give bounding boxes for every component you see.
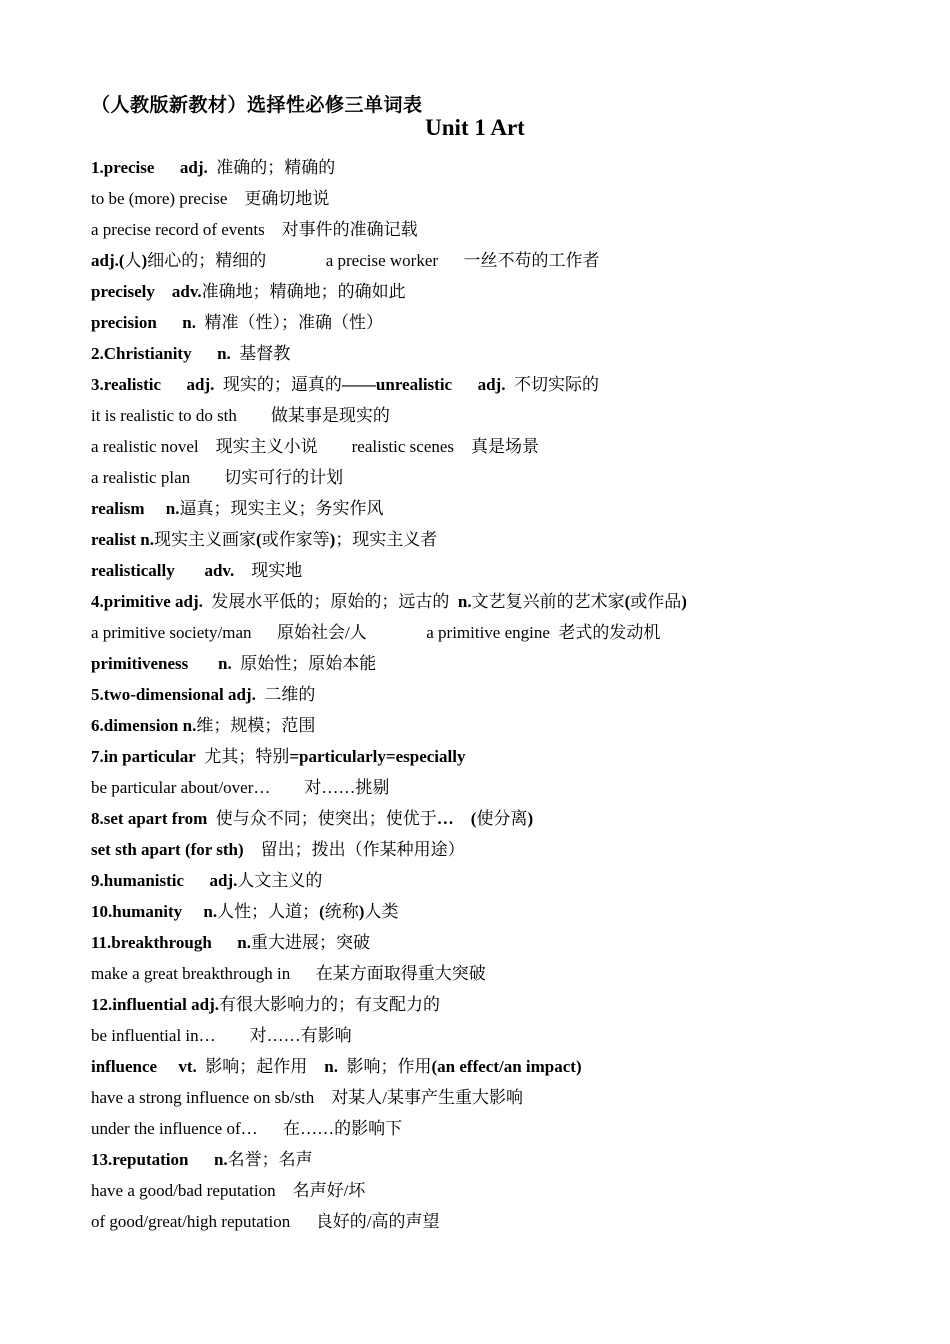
vocab-text: a realistic novel 现实主义小说 realistic scenes 真是场景 xyxy=(91,437,540,456)
vocab-term: realistically adv. xyxy=(91,561,235,580)
vocab-line xyxy=(91,651,911,682)
vocab-line xyxy=(91,558,911,589)
vocab-text: 重大进展；突破 xyxy=(250,933,370,952)
vocab-line xyxy=(91,713,911,744)
vocab-line xyxy=(91,248,911,279)
vocab-text: 现实地 xyxy=(234,561,303,580)
vocab-text: 人文主义的 xyxy=(237,871,323,890)
vocab-line xyxy=(91,1147,911,1178)
vocab-term: 3.realistic adj. xyxy=(91,375,215,394)
vocab-term: n. xyxy=(324,1057,338,1076)
vocab-term: ) xyxy=(329,530,336,549)
vocab-text: 逼真；现实主义；务实作风 xyxy=(179,499,384,518)
vocab-line xyxy=(91,1209,911,1240)
vocab-line xyxy=(91,341,911,372)
vocab-term: 11.breakthrough n. xyxy=(91,933,251,952)
vocab-term: 7.in particular xyxy=(91,747,196,766)
vocab-text: 现实的；逼真的 xyxy=(214,375,342,394)
vocab-line xyxy=(91,961,911,992)
vocab-text: of good/great/high reputation 良好的/高的声望 xyxy=(91,1212,440,1231)
vocab-text: 统称 xyxy=(324,902,359,921)
vocab-line xyxy=(91,527,911,558)
vocab-term: 5.two-dimensional adj. xyxy=(91,685,256,704)
vocab-text: a precise record of events 对事件的准确记载 xyxy=(91,220,418,239)
vocab-text: 名誉；名声 xyxy=(227,1150,313,1169)
vocab-line xyxy=(91,496,911,527)
vocab-term: =particularly=especially xyxy=(289,747,466,766)
vocab-text: 使分离 xyxy=(476,809,528,828)
vocab-line xyxy=(91,775,911,806)
vocab-line xyxy=(91,589,911,620)
vocab-line xyxy=(91,868,911,899)
vocab-term: 2.Christianity n. xyxy=(91,344,231,363)
vocab-term: adj.( xyxy=(91,251,125,270)
vocab-text: 尤其；特别 xyxy=(195,747,290,766)
vocab-term: ——unrealistic adj. xyxy=(341,375,506,394)
vocab-term: precisely adv. xyxy=(91,282,202,301)
vocab-line xyxy=(91,372,911,403)
vocab-text: 影响；起作用 xyxy=(196,1057,325,1076)
vocab-text: a realistic plan 切实可行的计划 xyxy=(91,468,344,487)
vocab-text: 影响；作用 xyxy=(338,1057,432,1076)
vocab-text: 人类 xyxy=(364,902,399,921)
vocab-text: make a great breakthrough in 在某方面取得重大突破 xyxy=(91,964,486,983)
vocab-line xyxy=(91,1085,911,1116)
vocab-text: have a good/bad reputation 名声好/坏 xyxy=(91,1181,366,1200)
vocab-line xyxy=(91,806,911,837)
vocab-line xyxy=(91,465,911,496)
vocab-term: influence vt. xyxy=(91,1057,197,1076)
vocab-text: ；现实主义者 xyxy=(335,530,438,549)
vocab-line xyxy=(91,279,911,310)
vocab-text: 人性；人道； xyxy=(217,902,320,921)
vocab-term: … ( xyxy=(436,809,477,828)
vocab-line xyxy=(91,930,911,961)
vocab-text: 发展水平低的；原始的；远古的 xyxy=(202,592,458,611)
vocab-term: 4.primitive adj. xyxy=(91,592,203,611)
vocab-text: 维；规模；范围 xyxy=(196,716,316,735)
vocabulary-list xyxy=(91,155,911,1240)
vocab-text: 基督教 xyxy=(230,344,291,363)
vocab-term: 6.dimension n. xyxy=(91,716,197,735)
vocab-term: 10.humanity n. xyxy=(91,902,218,921)
vocab-term: 8.set apart from xyxy=(91,809,208,828)
vocab-term: precision n. xyxy=(91,313,197,332)
vocab-text: to be (more) precise 更确切地说 xyxy=(91,189,330,208)
vocab-line xyxy=(91,992,911,1023)
vocab-line xyxy=(91,744,911,775)
vocab-line xyxy=(91,1054,911,1085)
vocab-term: ( xyxy=(255,530,262,549)
vocab-text: 不切实际的 xyxy=(505,375,599,394)
vocab-text: 二维的 xyxy=(255,685,316,704)
vocab-term: 1.precise adj. xyxy=(91,158,208,177)
vocab-text: 留出；拨出（作某种用途） xyxy=(243,840,465,859)
vocab-text: 准确的；精确的 xyxy=(207,158,336,177)
unit-title: Unit 1 Art xyxy=(425,115,525,140)
vocab-term: n. xyxy=(457,592,472,611)
vocab-term: (an effect/an impact) xyxy=(431,1057,582,1076)
vocab-line xyxy=(91,434,911,465)
vocab-text: 原始性；原始本能 xyxy=(231,654,377,673)
vocab-term: ) xyxy=(527,809,534,828)
vocab-term: 9.humanistic adj. xyxy=(91,871,238,890)
vocab-text: 准确地；精确地；的确如此 xyxy=(201,282,406,301)
vocab-line xyxy=(91,155,911,186)
vocab-text: 或作品 xyxy=(630,592,682,611)
vocab-text: 有很大影响力的；有支配力的 xyxy=(219,995,440,1014)
vocab-line xyxy=(91,310,911,341)
vocab-text: under the influence of… 在……的影响下 xyxy=(91,1119,403,1138)
vocab-line xyxy=(91,186,911,217)
vocab-text: have a strong influence on sb/sth 对某人/某事产生重大影响 xyxy=(91,1088,524,1107)
vocab-term: 13.reputation n. xyxy=(91,1150,228,1169)
vocab-line xyxy=(91,899,911,930)
vocab-line xyxy=(91,1023,911,1054)
vocab-term: ( xyxy=(624,592,631,611)
vocab-term: ) xyxy=(681,592,687,611)
document-title: （人教版新教材）选择性必修三单词表 xyxy=(91,94,423,116)
vocab-term: 12.influential adj. xyxy=(91,995,219,1014)
vocab-term: ( xyxy=(319,902,325,921)
vocab-text: be influential in… 对……有影响 xyxy=(91,1026,352,1045)
vocab-text: 人 xyxy=(124,251,142,270)
vocab-line xyxy=(91,403,911,434)
vocab-line xyxy=(91,682,911,713)
vocab-text: 现实主义画家 xyxy=(153,530,256,549)
vocab-text: be particular about/over… 对……挑剔 xyxy=(91,778,390,797)
vocab-text: 精准（性）；准确（性） xyxy=(196,313,384,332)
vocab-term: ) xyxy=(358,902,365,921)
vocab-term: realist n. xyxy=(91,530,154,549)
vocab-line xyxy=(91,217,911,248)
vocab-term: primitiveness n. xyxy=(91,654,232,673)
vocab-text: 或作家等 xyxy=(261,530,330,549)
vocab-text: 细心的；精细的 a precise worker 一丝不苟的工作者 xyxy=(147,251,600,270)
vocab-text: 使与众不同；使突出；使优于 xyxy=(207,809,437,828)
vocab-term: ) xyxy=(141,251,148,270)
vocab-term: set sth apart (for sth) xyxy=(91,840,244,859)
vocab-line xyxy=(91,620,911,651)
vocab-term: realism n. xyxy=(91,499,180,518)
vocab-text: it is realistic to do sth 做某事是现实的 xyxy=(91,406,390,425)
vocab-line xyxy=(91,1116,911,1147)
vocab-text: a primitive society/man 原始社会/人 a primitive engine 老式的发动机 xyxy=(91,623,661,642)
vocab-line xyxy=(91,837,911,868)
vocab-text: 文艺复兴前的艺术家 xyxy=(471,592,625,611)
vocab-line xyxy=(91,1178,911,1209)
